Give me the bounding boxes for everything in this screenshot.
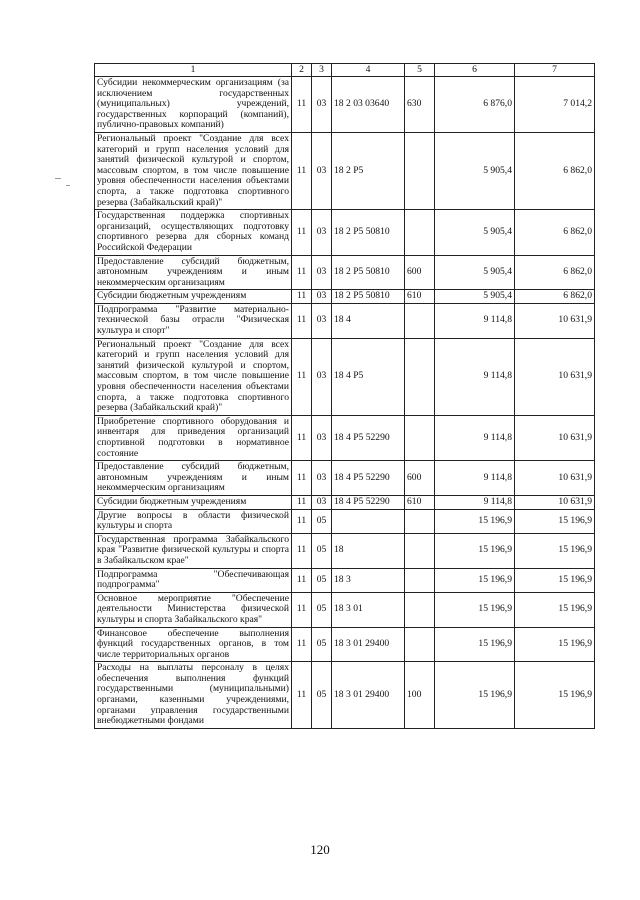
row-name-cell: Предоставление субсидий бюджетным, автономным учреждениям и иным некоммерческим организациям (95, 461, 292, 496)
subsection-code-cell: 03 (312, 495, 332, 509)
amount-year1-cell: 9 114,8 (435, 303, 515, 338)
subsection-code-cell: 05 (312, 627, 332, 662)
amount-year2-cell: 10 631,9 (515, 461, 595, 496)
column-header: 4 (332, 64, 405, 77)
section-code-cell: 11 (292, 77, 312, 133)
table-header-row (95, 64, 595, 77)
table-row (95, 461, 595, 496)
table-row (95, 210, 595, 255)
amount-year2-cell: 15 196,9 (515, 509, 595, 533)
expense-type-cell: 100 (405, 662, 435, 729)
section-code-cell: 11 (292, 627, 312, 662)
expense-type-cell (405, 509, 435, 533)
target-article-cell: 18 3 01 29400 (332, 662, 405, 729)
budget-table (94, 63, 595, 729)
table-row (95, 255, 595, 290)
target-article-cell: 18 4 P5 52290 (332, 415, 405, 460)
target-article-cell: 18 3 01 (332, 592, 405, 627)
target-article-cell: 18 2 03 03640 (332, 77, 405, 133)
subsection-code-cell: 05 (312, 568, 332, 592)
table-row (95, 509, 595, 533)
row-name-cell: Субсидии бюджетным учреждениям (95, 495, 292, 509)
table-row (95, 303, 595, 338)
row-name-cell: Подпрограмма "Обеспечивающая подпрограмма" (95, 568, 292, 592)
table-row (95, 338, 595, 415)
column-header: 3 (312, 64, 332, 77)
expense-type-cell (405, 627, 435, 662)
amount-year1-cell: 9 114,8 (435, 461, 515, 496)
amount-year1-cell: 15 196,9 (435, 509, 515, 533)
subsection-code-cell: 03 (312, 210, 332, 255)
row-name-cell: Подпрограмма "Развитие материально-технической базы отрасли "Физическая культура и спорт" (95, 303, 292, 338)
target-article-cell: 18 3 01 29400 (332, 627, 405, 662)
row-name-cell: Региональный проект "Создание для всех категорий и групп населения условий для занятий физической культурой и спортом, массовым спортом, в том числе повышение уровня обеспеченности населения объектами спорта, а также подготовка спортивного резерва (Забайкальский край)" (95, 338, 292, 415)
subsection-code-cell: 05 (312, 662, 332, 729)
row-name-cell: Финансовое обеспечение выполнения функций государственных органов, в том числе территориальных органов (95, 627, 292, 662)
expense-type-cell: 600 (405, 255, 435, 290)
amount-year2-cell: 15 196,9 (515, 627, 595, 662)
table-row (95, 495, 595, 509)
subsection-code-cell: 03 (312, 415, 332, 460)
target-article-cell: 18 4 P5 52290 (332, 461, 405, 496)
amount-year1-cell: 15 196,9 (435, 568, 515, 592)
subsection-code-cell: 03 (312, 338, 332, 415)
amount-year2-cell: 15 196,9 (515, 592, 595, 627)
table-row (95, 77, 595, 133)
column-header: 5 (405, 64, 435, 77)
row-name-cell: Расходы на выплаты персоналу в целях обеспечения выполнения функций государственными (муниципальными) органами, казенными учреждениями, органами управления государственными внебюджетными фондами (95, 662, 292, 729)
subsection-code-cell: 05 (312, 533, 332, 568)
target-article-cell: 18 3 (332, 568, 405, 592)
amount-year1-cell: 9 114,8 (435, 415, 515, 460)
subsection-code-cell: 03 (312, 290, 332, 304)
subsection-code-cell: 05 (312, 509, 332, 533)
target-article-cell: 18 2 P5 50810 (332, 255, 405, 290)
amount-year2-cell: 10 631,9 (515, 303, 595, 338)
amount-year2-cell: 6 862,0 (515, 255, 595, 290)
table-row (95, 415, 595, 460)
row-name-cell: Предоставление субсидий бюджетным, автономным учреждениям и иным некоммерческим организациям (95, 255, 292, 290)
amount-year1-cell: 15 196,9 (435, 627, 515, 662)
target-article-cell: 18 2 P5 (332, 132, 405, 209)
section-code-cell: 11 (292, 338, 312, 415)
column-header: 1 (95, 64, 292, 77)
amount-year1-cell: 9 114,8 (435, 495, 515, 509)
amount-year2-cell: 10 631,9 (515, 495, 595, 509)
subsection-code-cell: 03 (312, 461, 332, 496)
column-header: 2 (292, 64, 312, 77)
table-row (95, 290, 595, 304)
amount-year1-cell: 5 905,4 (435, 210, 515, 255)
table-row (95, 592, 595, 627)
section-code-cell: 11 (292, 415, 312, 460)
amount-year1-cell: 5 905,4 (435, 255, 515, 290)
section-code-cell: 11 (292, 255, 312, 290)
table-row (95, 627, 595, 662)
amount-year2-cell: 6 862,0 (515, 132, 595, 209)
target-article-cell: 18 2 P5 50810 (332, 210, 405, 255)
target-article-cell: 18 4 P5 52290 (332, 495, 405, 509)
scan-mark (55, 178, 61, 179)
table-row (95, 568, 595, 592)
target-article-cell (332, 509, 405, 533)
section-code-cell: 11 (292, 132, 312, 209)
subsection-code-cell: 03 (312, 77, 332, 133)
page-number: 120 (310, 842, 330, 857)
amount-year2-cell: 15 196,9 (515, 533, 595, 568)
row-name-cell: Государственная поддержка спортивных организаций, осуществляющих подготовку спортивного резерва для сборных команд Российской Федерации (95, 210, 292, 255)
section-code-cell: 11 (292, 533, 312, 568)
amount-year2-cell: 15 196,9 (515, 568, 595, 592)
amount-year1-cell: 6 876,0 (435, 77, 515, 133)
row-name-cell: Основное мероприятие "Обеспечение деятельности Министерства физической культуры и спорта Забайкальского края" (95, 592, 292, 627)
amount-year2-cell: 6 862,0 (515, 290, 595, 304)
expense-type-cell: 610 (405, 495, 435, 509)
section-code-cell: 11 (292, 509, 312, 533)
expense-type-cell: 600 (405, 461, 435, 496)
subsection-code-cell: 03 (312, 303, 332, 338)
amount-year1-cell: 5 905,4 (435, 132, 515, 209)
subsection-code-cell: 03 (312, 255, 332, 290)
expense-type-cell: 630 (405, 77, 435, 133)
row-name-cell: Другие вопросы в области физической культуры и спорта (95, 509, 292, 533)
amount-year1-cell: 15 196,9 (435, 662, 515, 729)
expense-type-cell (405, 533, 435, 568)
amount-year1-cell: 15 196,9 (435, 533, 515, 568)
expense-type-cell (405, 210, 435, 255)
row-name-cell: Приобретение спортивного оборудования и инвентаря для приведения организаций спортивной подготовки в нормативное состояние (95, 415, 292, 460)
row-name-cell: Региональный проект "Создание для всех категорий и групп населения условий для занятий физической культурой и спортом, массовым спортом, в том числе повышение уровня обеспеченности населения объектами спорта, а также подготовка спортивного резерва (Забайкальский край)" (95, 132, 292, 209)
section-code-cell: 11 (292, 592, 312, 627)
scan-mark (66, 185, 70, 186)
amount-year2-cell: 6 862,0 (515, 210, 595, 255)
table-row (95, 533, 595, 568)
subsection-code-cell: 03 (312, 132, 332, 209)
table-row (95, 662, 595, 729)
column-header: 7 (515, 64, 595, 77)
amount-year1-cell: 5 905,4 (435, 290, 515, 304)
section-code-cell: 11 (292, 662, 312, 729)
target-article-cell: 18 (332, 533, 405, 568)
section-code-cell: 11 (292, 290, 312, 304)
expense-type-cell (405, 415, 435, 460)
target-article-cell: 18 4 (332, 303, 405, 338)
expense-type-cell (405, 303, 435, 338)
subsection-code-cell: 05 (312, 592, 332, 627)
section-code-cell: 11 (292, 461, 312, 496)
expense-type-cell (405, 338, 435, 415)
amount-year2-cell: 10 631,9 (515, 338, 595, 415)
column-header: 6 (435, 64, 515, 77)
row-name-cell: Субсидии некоммерческим организациям (за исключением государственных (муниципальных) учреждений, государственных корпораций (компаний), публично-правовых компаний) (95, 77, 292, 133)
expense-type-cell (405, 568, 435, 592)
expense-type-cell: 610 (405, 290, 435, 304)
section-code-cell: 11 (292, 495, 312, 509)
row-name-cell: Государственная программа Забайкальского края "Развитие физической культуры и спорта в Забайкальском крае" (95, 533, 292, 568)
amount-year2-cell: 10 631,9 (515, 415, 595, 460)
section-code-cell: 11 (292, 210, 312, 255)
table-row (95, 132, 595, 209)
expense-type-cell (405, 132, 435, 209)
amount-year2-cell: 7 014,2 (515, 77, 595, 133)
amount-year1-cell: 9 114,8 (435, 338, 515, 415)
section-code-cell: 11 (292, 568, 312, 592)
expense-type-cell (405, 592, 435, 627)
target-article-cell: 18 2 P5 50810 (332, 290, 405, 304)
amount-year1-cell: 15 196,9 (435, 592, 515, 627)
row-name-cell: Субсидии бюджетным учреждениям (95, 290, 292, 304)
section-code-cell: 11 (292, 303, 312, 338)
amount-year2-cell: 15 196,9 (515, 662, 595, 729)
target-article-cell: 18 4 P5 (332, 338, 405, 415)
